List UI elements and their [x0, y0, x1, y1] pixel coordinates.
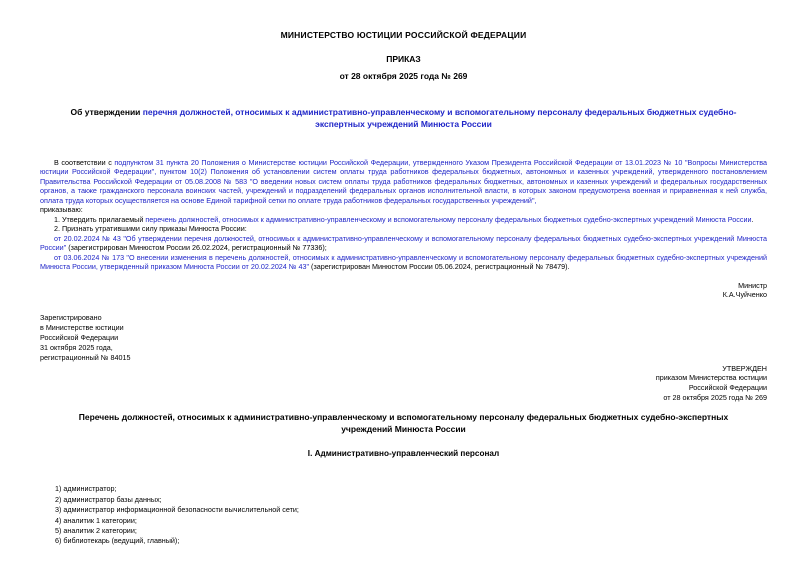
registration-line: Российской Федерации: [40, 332, 119, 342]
position-list: [40, 484, 767, 547]
annex-section-heading: I. Административно-управленческий персонал: [307, 449, 500, 459]
revoked-order-2-registration: (зарегистрирован Минюстом России 05.06.2024, регистрационный № 78479).: [309, 262, 570, 272]
revoked-order-1: [40, 234, 767, 253]
item1-tail: .: [751, 214, 754, 224]
signer-post: Министр: [738, 280, 767, 290]
legal-basis-reference-link[interactable]: подпунктом 31 пункта 20 Положения о Министерстве юстиции Российской Федерации, утвержденного Указом Президента Российской Федерации от 13.01.2023 № 10 "Вопросы Министерства юстиции Российской Федерации", пунктом 10(2) Положения об установлении систем оплаты труда работников федеральных бюджетных, автономных и казенных учреждений, утвержденного постановлением Правительства Российской Федерации от 05.08.2008 № 583 "О введении новых систем оплаты труда работников федеральных бюджетных, автономных и казенных учреждений и федеральных государственных органов, а также гражданского персонала воинских частей, учреждений и подразделений федеральных органов исполнительной власти, в которых законом предусмотрена военная и приравненная к ней служба, оплата труда которых осуществляется на основе Единой тарифной сетки по оплате труда работников федеральных государственных учреждений",: [40, 157, 767, 205]
document-type: ПРИКАЗ: [386, 54, 421, 64]
revoked-order-2-link[interactable]: от 03.06.2024 № 173 "О внесении изменения в перечень должностей, относимых к административно-управленческому и вспомогательному персоналу федеральных бюджетных судебно-экспертных учреждений Минюста России, утвержденный приказом Минюста России от 20.02.2024 № 43": [40, 252, 767, 272]
position-list-item: 4) аналитик 1 категории;: [55, 515, 137, 525]
registration-line: в Министерстве юстиции: [40, 323, 124, 332]
annex-title: Перечень должностей, относимых к административно-управленческому и вспомогательному персоналу федеральных бюджетных судебно-экспертных учреждений Минюста России: [78, 411, 729, 434]
registration-line: регистрационный № 84015: [40, 352, 131, 362]
document-body: [40, 158, 767, 272]
document-header: [40, 30, 767, 81]
item1-intro: 1. Утвердить прилагаемый: [54, 214, 146, 224]
title-lead-text: Об утверждении: [70, 107, 143, 117]
registration-line: Зарегистрировано: [40, 313, 102, 323]
position-list-item: 2) администратор базы данных;: [55, 494, 162, 504]
approved-line: Российской Федерации: [688, 383, 767, 393]
revoked-order-1-link[interactable]: от 20.02.2024 № 43 "Об утверждении перечня должностей, относимых к административно-управленческому и вспомогательному персоналу федеральных бюджетных судебно-экспертных учреждений Минюста России": [40, 233, 767, 253]
registration-line: 31 октября 2025 года,: [40, 342, 113, 352]
position-list-item: 5) аналитик 2 категории;: [55, 526, 137, 535]
revoked-order-2: [40, 253, 767, 272]
revoked-order-1-registration: (зарегистрирован Минюстом России 26.02.2024, регистрационный № 77336);: [66, 243, 327, 253]
approved-line: приказом Министерства юстиции: [655, 373, 767, 383]
order-item-2: 2. Признать утратившими силу приказы Минюста России:: [54, 224, 247, 234]
signature-block: [40, 281, 767, 300]
prikaz-word: приказываю:: [40, 205, 83, 215]
document-date-number: от 28 октября 2025 года № 269: [339, 71, 468, 81]
paragraph-legal-basis: [40, 158, 767, 206]
ministry-name: МИНИСТЕРСТВО ЮСТИЦИИ РОССИЙСКОЙ ФЕДЕРАЦИИ: [280, 30, 527, 40]
order-item-1: [40, 215, 767, 225]
approved-stamp: [40, 364, 767, 403]
item1-annex-link[interactable]: перечень должностей, относимых к административно-управленческому и вспомогательному персоналу федеральных бюджетных судебно-экспертных учреждений Минюста России: [145, 214, 752, 224]
approved-line: УТВЕРЖДЕН: [722, 363, 767, 373]
title-annex-link[interactable]: перечня должностей, относимых к административно-управленческому и вспомогательному персоналу федеральных бюджетных судебно-экспертных учреждений Минюста России: [142, 107, 737, 130]
registration-stamp: [40, 313, 767, 363]
document-title: [40, 106, 767, 131]
legal-basis-intro: В соответствии с: [54, 157, 115, 167]
approved-line: от 28 октября 2025 года № 269: [663, 392, 767, 402]
position-list-item: 6) библиотекарь (ведущий, главный);: [55, 536, 180, 546]
position-list-item: 3) администратор информационной безопасности вычислительной сети;: [55, 505, 299, 515]
signer-name: К.А.Чуйченко: [722, 290, 767, 300]
position-list-item: 1) администратор;: [55, 484, 117, 494]
